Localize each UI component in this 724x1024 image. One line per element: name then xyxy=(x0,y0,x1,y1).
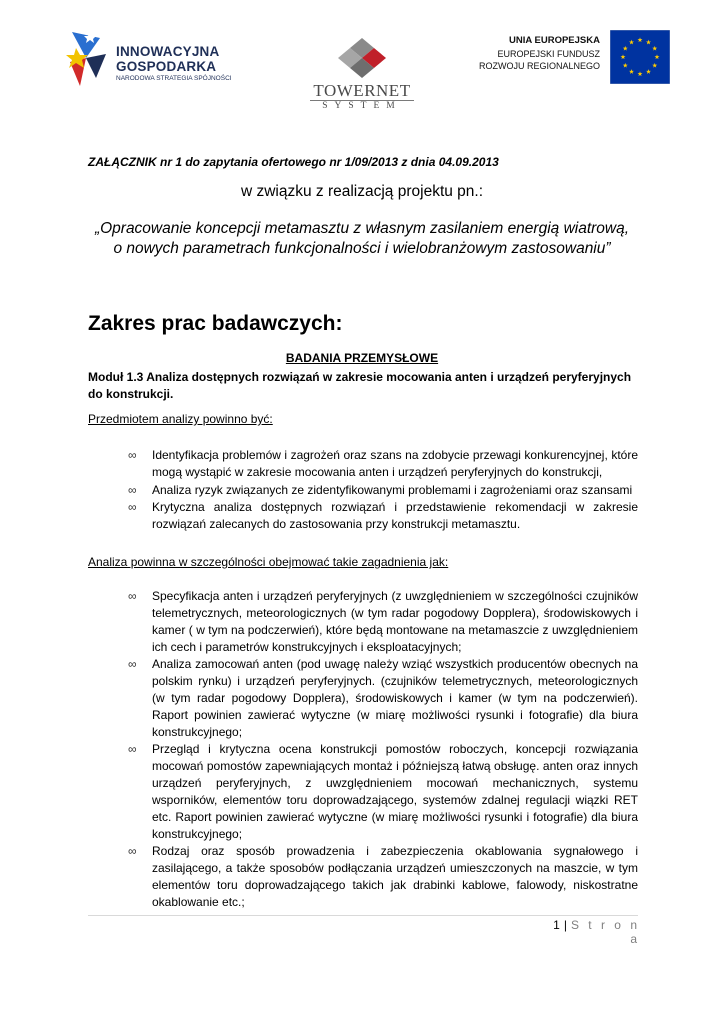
footer-divider xyxy=(88,915,638,916)
project-title-line2: o nowych parametrach funkcjonalności i wielobranżowym zastosowaniu” xyxy=(113,240,611,257)
page-separator: | xyxy=(563,918,567,932)
eu-wordmark xyxy=(470,34,600,72)
towernet-cubes-icon xyxy=(334,36,390,82)
infinity-bullet-icon: ∞ xyxy=(128,589,137,603)
list-item: ∞ Identyfikacja problemów i zagrożeń oraz szans na zdobycie przewagi konkurencyjnej, które mogą wystąpić w zakresie mocowania anten i urządzeń peryferyjnych do konstrukcji, xyxy=(128,448,638,479)
infinity-bullet-icon: ∞ xyxy=(128,742,137,756)
annex-reference: ZAŁĄCZNIK nr 1 do zapytania ofertowego nr 1/09/2013 z dnia 04.09.2013 xyxy=(88,155,499,169)
ig-emblem-icon xyxy=(66,28,110,90)
list-item: ∞ Przegląd i krytyczna ocena konstrukcji pomostów roboczych, koncepcji rozwiązania mocowań pomostów zapewniających montaż i późniejszą łatwą obsługę. anten oraz innych urządzeń peryferyjnych, z uwzględnieniem mocowań mechanicznych, systemu wsporników, elementów toru doprowadzającego, systemów zdalnej regulacji wiązki RET etc. Raport powinien zawierać wytyczne (w miarę możliwości rysunki i fotografie) dla biura konstrukcyjnego; xyxy=(128,742,638,841)
list-item: ∞ Krytyczna analiza dostępnych rozwiązań i przedstawienie rekomendacji w zakresie rozwiązań zalecanych do zastosowania przy konstrukcji metamasztu. xyxy=(128,500,638,531)
towernet-subtitle: SYSTEM xyxy=(322,101,402,111)
infinity-bullet-icon: ∞ xyxy=(128,844,137,858)
analysis-topics-list xyxy=(128,588,638,911)
innowacyjna-gospodarka-logo xyxy=(66,26,256,92)
ig-line3: NARODOWA STRATEGIA SPÓJNOŚCI xyxy=(116,75,232,82)
eu-flag-icon xyxy=(610,30,670,84)
ig-line2: GOSPODARKA xyxy=(116,59,217,74)
module-title: Moduł 1.3 Analiza dostępnych rozwiązań w zakresie mocowania anten i urządzeń peryferyjnych do konstrukcji. xyxy=(88,370,632,401)
list-item: ∞ Analiza ryzyk związanych ze zidentyfikowanymi problemami i zagrożeniami oraz szansami xyxy=(128,483,633,497)
list-item: ∞ Specyfikacja anten i urządzeń peryferyjnych (z uwzględnieniem w szczególności czujników telemetrycznych, meteorologicznych (w tym radar pogodowy Dopplera), środowiskowych i kamer ( w tym na podczerwień), które będą montowane na metamaszcie z uwzględnieniem ich cech i parametrów konstrukcyjnych i eksploatacyjnych; xyxy=(128,589,638,654)
analysis-subject-list xyxy=(128,447,638,533)
scope-heading: Zakres prac badawczych: xyxy=(88,312,343,335)
subheading-analysis-topics: Analiza powinna w szczególności obejmować takie zagadnienia jak: xyxy=(88,555,449,569)
eu-logo xyxy=(470,30,675,90)
infinity-bullet-icon: ∞ xyxy=(128,483,137,497)
page-header xyxy=(0,0,724,120)
eu-line3: ROZWOJU REGIONALNEGO xyxy=(478,61,600,71)
intro-line: w związku z realizacją projektu pn.: xyxy=(240,183,484,200)
towernet-logo xyxy=(300,36,424,112)
list-item: ∞ Rodzaj oraz sposób prowadzenia i zabezpieczenia okablowania sygnałowego i zasilającego, a także sposobów podłączania urządzeń umieszczonych na maszcie, w tym elementów toru doprowadzającego takich jak drabinki kablowe, falowody, niskostratne okablowanie etc.; xyxy=(128,844,638,909)
towernet-name: TOWERNET xyxy=(313,81,411,100)
project-title-line1: „Opracowanie koncepcji metamasztu z własnym zasilaniem energią wiatrową, xyxy=(94,220,630,237)
list-item: ∞ Analiza zamocowań anten (pod uwagę należy wziąć wszystkich producentów obecnych na polskim rynku) i urządzeń peryferyjnych. (czujników telemetrycznych, meteorologicznych (w tym radar pogodowy Dopplera), środowiskowych i kamer (w tym na podczerwień). Raport powinien zawierać wytyczne (w miarę możliwości rysunki i fotografie) dla biura konstrukcyjnego; xyxy=(128,657,638,739)
eu-line1: UNIA EUROPEJSKA xyxy=(509,35,600,46)
ig-wordmark xyxy=(116,44,232,84)
section-heading: BADANIA PRZEMYSŁOWE xyxy=(285,351,439,365)
eu-line2: EUROPEJSKI FUNDUSZ xyxy=(497,49,600,59)
subheading-analysis-subject: Przedmiotem analizy powinno być: xyxy=(88,412,273,426)
infinity-bullet-icon: ∞ xyxy=(128,657,137,671)
project-title xyxy=(0,219,724,259)
page-number xyxy=(540,918,640,946)
page-word: S t r o n a xyxy=(570,918,640,946)
ig-line1: INNOWACYJNA xyxy=(116,44,220,59)
page-number-value: 1 xyxy=(553,918,560,932)
infinity-bullet-icon: ∞ xyxy=(128,448,137,462)
infinity-bullet-icon: ∞ xyxy=(128,500,137,514)
